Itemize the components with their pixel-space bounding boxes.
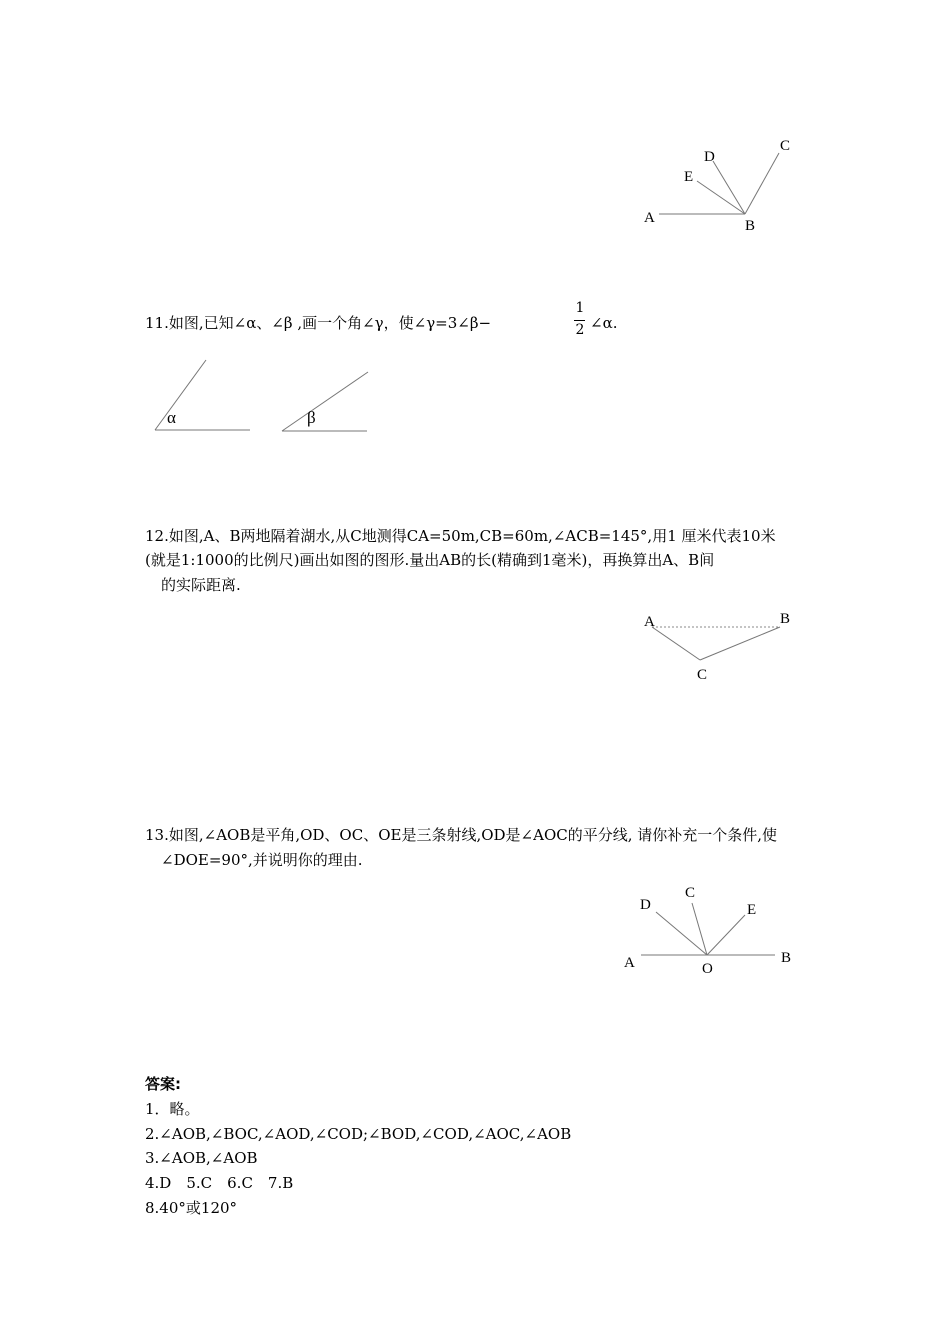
ray-oe [707, 915, 745, 955]
q13-label-c: C [685, 885, 696, 901]
answer-item: 3.∠AOB,∠AOB [145, 1149, 258, 1167]
q13-label-b: B [781, 950, 792, 966]
q13-line2: ∠DOE=90°,并说明你的理由. [161, 851, 363, 869]
q11-text [145, 313, 491, 333]
answer-item: 1．略。 [145, 1100, 200, 1118]
label-a: A [644, 210, 655, 226]
segment-cb [700, 627, 780, 660]
beta-ray [282, 372, 368, 431]
q11-frac-bar [574, 320, 585, 321]
q11-frac-den: 2 [575, 322, 585, 338]
label-b: B [745, 218, 756, 234]
q13-label-o: O [702, 961, 713, 977]
q11-prefix: 11.如图,已知∠α、∠β ,画一个角∠γ，使∠γ=3∠β− [145, 314, 492, 332]
q11-suffix: ∠α. [590, 314, 618, 332]
answers-heading: 答案: [145, 1075, 181, 1093]
ray-od [656, 912, 707, 955]
beta-label: β [307, 408, 316, 427]
ray-oc [692, 903, 707, 955]
q12-line3: 的实际距离. [161, 576, 241, 594]
q11-frac-num: 1 [575, 300, 585, 316]
q12-label-c: C [697, 667, 708, 683]
q12-line2: (就是1:1000的比例尺)画出如图的图形.量出AB的长(精确到1毫米)，再换算出A、B间 [145, 551, 715, 569]
ray-bc [745, 153, 779, 214]
alpha-label: α [167, 408, 176, 427]
alpha-ray [155, 360, 206, 430]
q13-label-d: D [640, 897, 651, 913]
ray-be [697, 181, 745, 214]
answer-item: 8.40°或120° [145, 1199, 238, 1217]
answer-item: 4.D 5.C 6.C 7.B [145, 1174, 294, 1192]
q13-label-a: A [624, 955, 635, 971]
ray-bd [713, 161, 745, 214]
label-c: C [780, 138, 791, 154]
q13-label-e: E [747, 902, 757, 918]
answer-item: 2.∠AOB,∠BOC,∠AOD,∠COD;∠BOD,∠COD,∠AOC,∠AOB [145, 1125, 572, 1143]
q12-label-a: A [644, 614, 655, 630]
q12-label-b: B [780, 611, 791, 627]
label-d: D [704, 149, 715, 165]
segment-ac [652, 627, 700, 660]
label-e: E [684, 169, 694, 185]
q12-line1: 12.如图,A、B两地隔着湖水,从C地测得CA=50m,CB=60m,∠ACB=145°,用1 厘米代表10米 [145, 527, 776, 545]
q13-line1: 13.如图,∠AOB是平角,OD、OC、OE是三条射线,OD是∠AOC的平分线, 请你补充一个条件,使 [145, 826, 778, 844]
